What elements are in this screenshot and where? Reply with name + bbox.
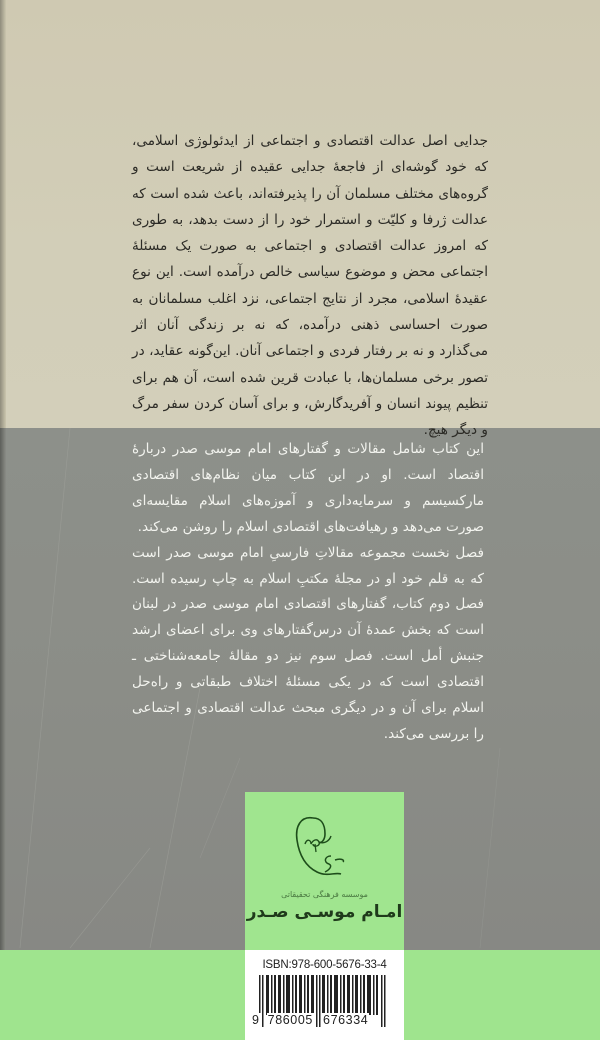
barcode-digits-right: 676334 [323, 1013, 369, 1027]
description-paragraph-1: این کتاب شامل مقالات و گفتارهای امام موسی صدر دربارهٔ اقتصاد است. او در این کتاب میان نظام‌های اقتصادی مارکسیسم و سرمایه‌داری و آموزه‌های اسلام مقایسه‌ای صورت می‌دهد و رهیافت‌های اقتصادی اسلام را روشن می‌کند. [132, 441, 484, 535]
top-blurb-paragraph: جدایی اصل عدالت اقتصادی و اجتماعی از ایدئولوژی اسلامی، که خود گوشه‌ای از فاجعهٔ جدایی عقیده از شریعت است و گروه‌های مختلف مسلمان آن را پذیرفته‌اند، باعث شده است که عدالت ژرفا و کلیّت و استمرار خود را از دست بدهد، به طوری که امروز عدالت اقتصادی و اجتماعی به صورت یک مسئلهٔ اجتماعی محض و موضوع سیاسی خالص درآمده است. این نوع عقیدهٔ اسلامی، مجرد از نتایج اجتماعی، نزد اغلب مسلمانان به صورت احساسی ذهنی درآمده، که نه بر زندگی آنان اثر می‌گذارد و نه بر رفتار فردی و اجتماعی آنان. این‌گونه عقاید، در تصور برخی مسلمان‌ها، با عبادت قرین شده است، آن هم برای تنظیم پیوند انسان و آفریدگارش، و برای آسان کردن سفر مرگ و دیگر هیچ. [132, 133, 488, 439]
top-blurb [132, 128, 488, 444]
book-description [132, 437, 484, 748]
isbn-label: ISBN:978-600-5676-33-4 [262, 959, 387, 971]
barcode-panel [245, 950, 404, 1040]
barcode-digits-left: 786005 [267, 1013, 313, 1027]
signature-logo-icon [283, 812, 363, 882]
publisher-logo-box [245, 792, 404, 950]
description-paragraph-2: فصل نخست مجموعه مقالاتِ فارسیِ امام موسی صدر است که به قلم خود او در مجلهٔ مکتبِ اسلام به چاپ رسیده است. فصل دوم کتاب، گفتارهای اقتصادی امام موسی صدر در لبنان است که بخش عمدهٔ آن درس‌گفتارهای وی برای اعضای ارشد جنبش أمل است. فصل سوم نیز دو مقالهٔ جامعه‌شناختی ـ اقتصادی است که در یکی مسئلهٔ اختلاف طبقاتی و راه‌حل اسلام برای آن و در دیگری مبحث عدالت اقتصادی و اجتماعی را بررسی می‌کند. [132, 544, 484, 742]
barcode-digit-prefix: 9 [252, 1013, 260, 1027]
publisher-subtitle: موسسه فرهنگی تحقیقاتی [281, 890, 368, 899]
barcode-digits [251, 1013, 401, 1027]
publisher-name: امـام موسـی صـدر [246, 902, 403, 922]
